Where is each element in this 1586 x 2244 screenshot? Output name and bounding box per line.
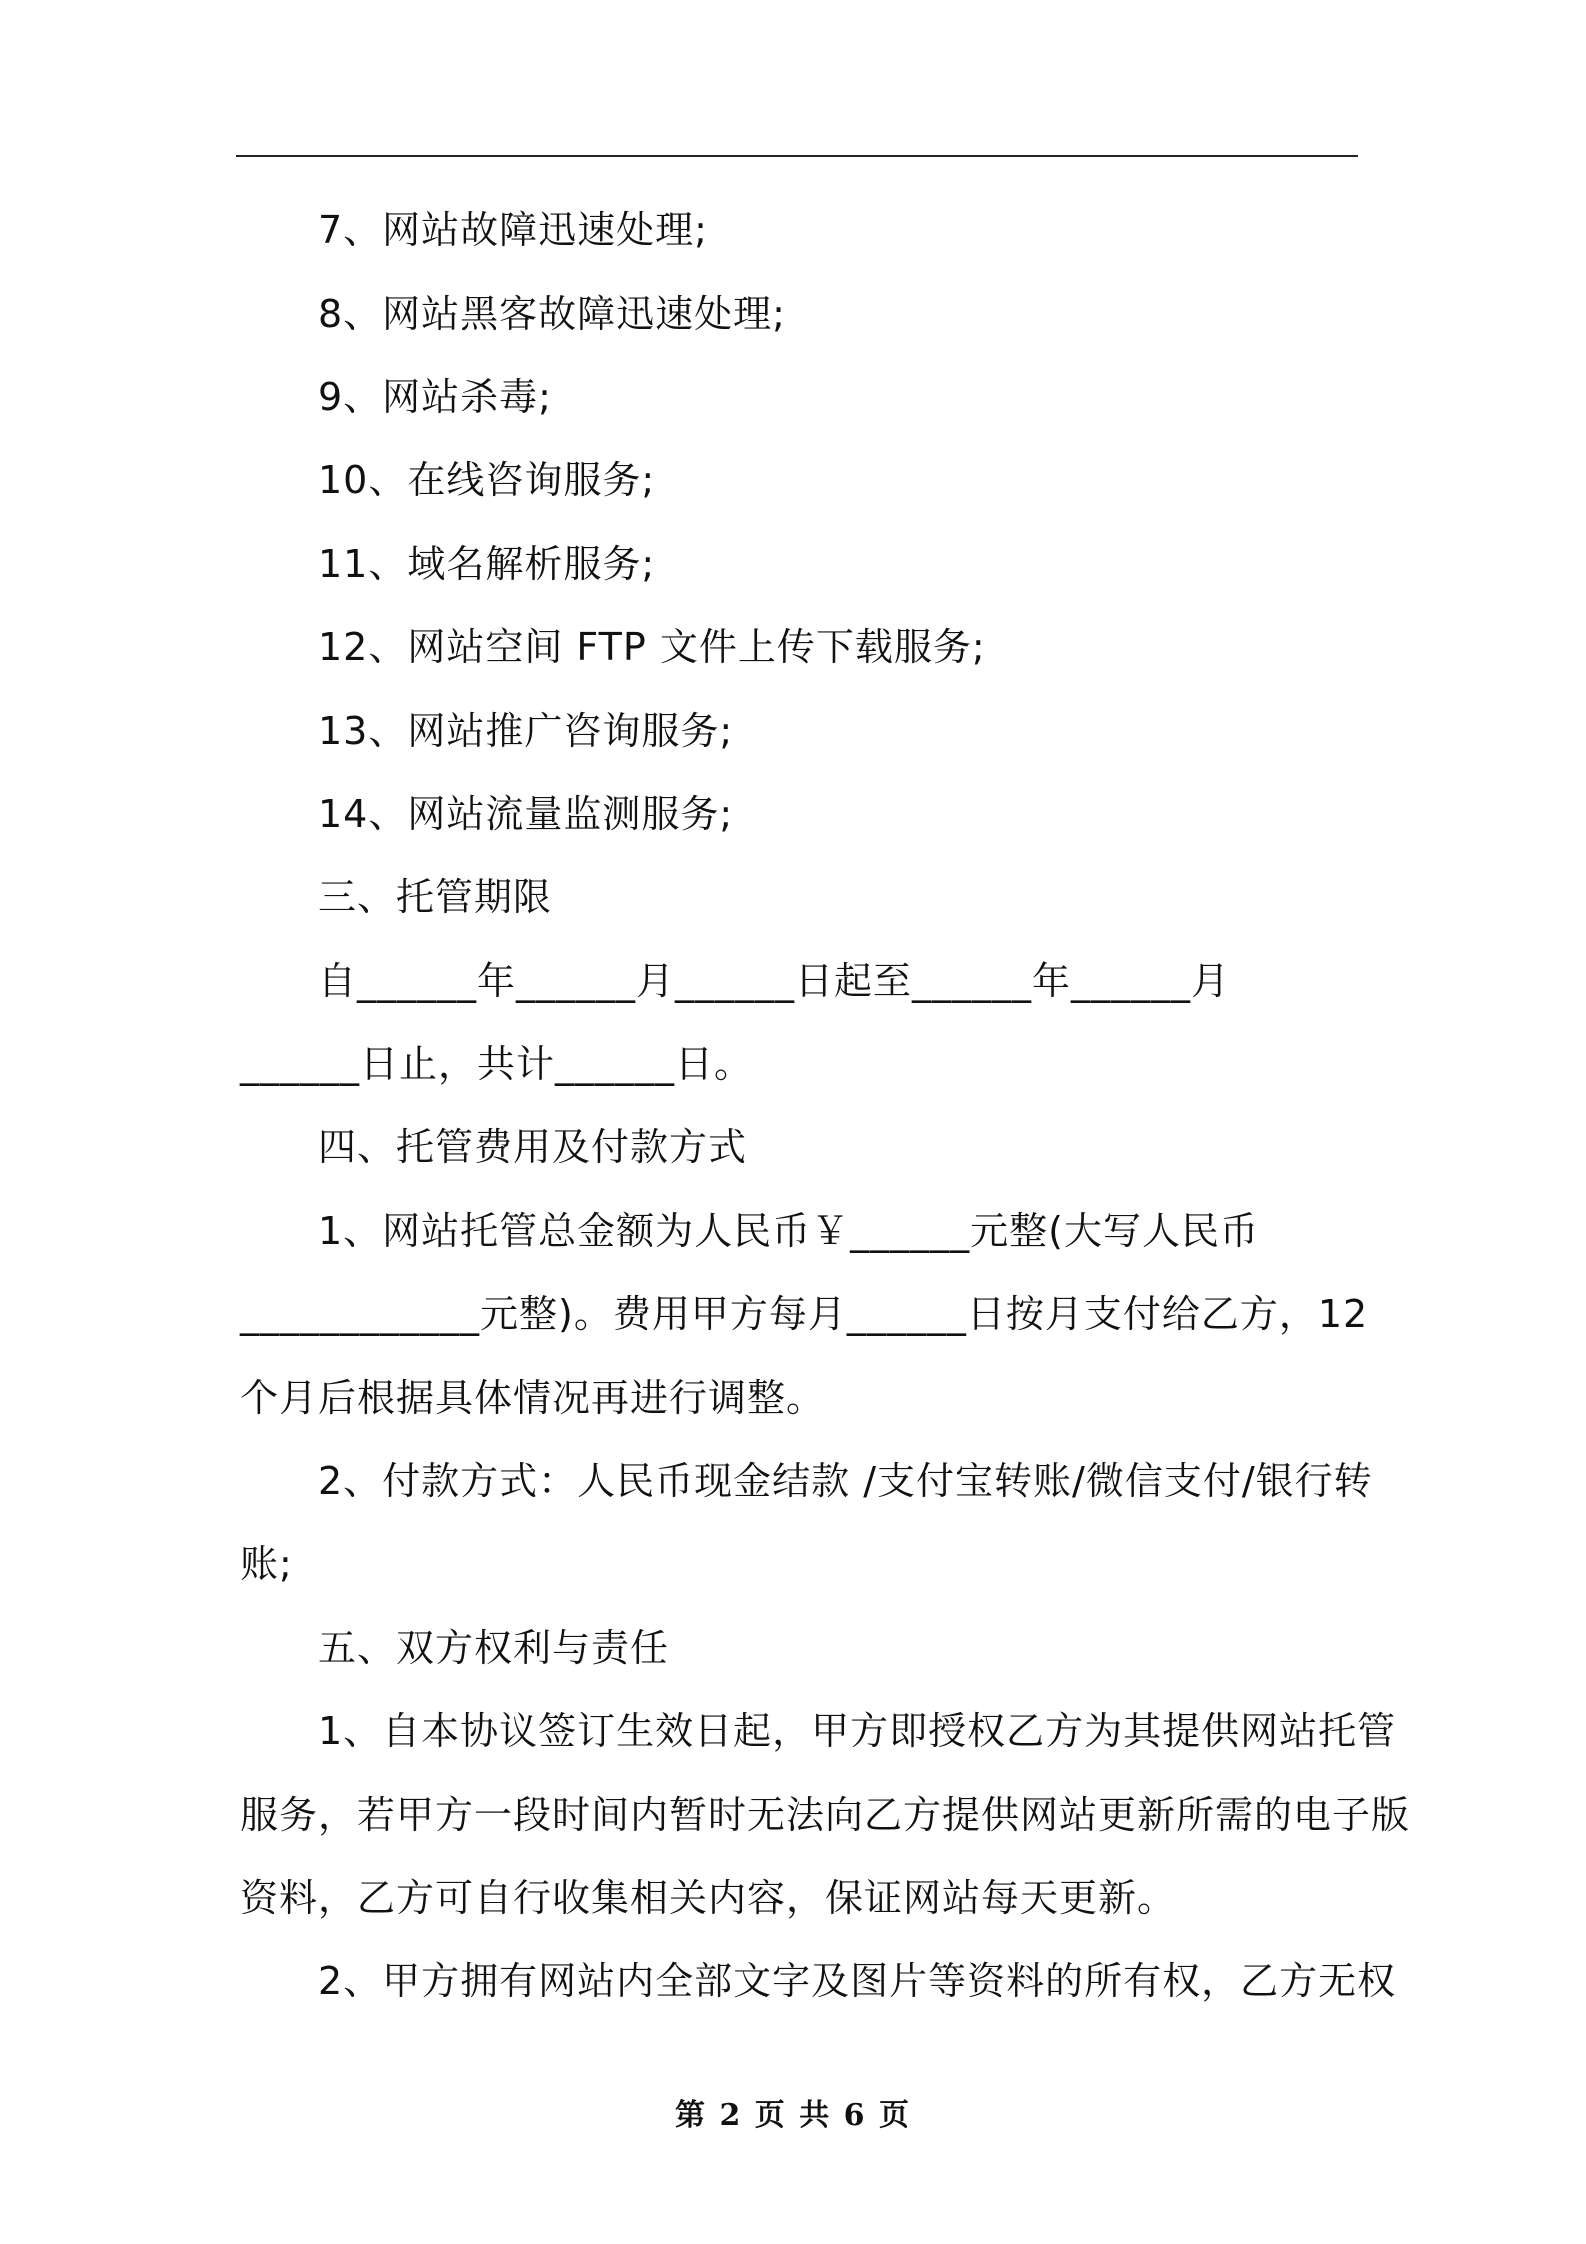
list-item-13: 13、网站推广咨询服务; [318, 709, 734, 753]
paragraph-line: 资料，乙方可自行收集相关内容，保证网站每天更新。 [240, 1876, 1177, 1920]
list-item-10: 10、在线咨询服务; [318, 458, 656, 502]
paragraph-line: 服务，若甲方一段时间内暂时无法向乙方提供网站更新所需的电子版 [240, 1793, 1411, 1837]
paragraph-line: 2、甲方拥有网站内全部文字及图片等资料的所有权，乙方无权 [318, 1959, 1397, 2003]
paragraph-line: 1、网站托管总金额为人民币￥______元整(大写人民币 [318, 1209, 1260, 1253]
section-heading-rights: 五、双方权利与责任 [318, 1626, 670, 1670]
section-heading-fees: 四、托管费用及付款方式 [318, 1125, 748, 1169]
list-item-14: 14、网站流量监测服务; [318, 792, 734, 836]
paragraph-line: 账; [240, 1542, 293, 1586]
paragraph-line: ______日止，共计______日。 [240, 1042, 754, 1086]
list-item-12: 12、网站空间 FTP 文件上传下载服务; [318, 625, 986, 669]
paragraph-line: ____________元整)。费用甲方每月______日按月支付给乙方，12 [240, 1292, 1369, 1336]
list-item-7: 7、网站故障迅速处理; [318, 208, 708, 252]
page-number-footer: 第 2 页 共 6 页 [675, 2098, 911, 2133]
paragraph-line: 自______年______月______日起至______年______月 [318, 959, 1231, 1003]
paragraph-line: 2、付款方式：人民币现金结款 /支付宝转账/微信支付/银行转 [318, 1459, 1373, 1503]
paragraph-line: 个月后根据具体情况再进行调整。 [240, 1376, 826, 1420]
list-item-11: 11、域名解析服务; [318, 542, 656, 586]
list-item-8: 8、网站黑客故障迅速处理; [318, 292, 786, 336]
section-heading-term: 三、托管期限 [318, 875, 553, 919]
paragraph-line: 1、自本协议签订生效日起，甲方即授权乙方为其提供网站托管 [318, 1709, 1397, 1753]
list-item-9: 9、网站杀毒; [318, 375, 552, 419]
header-divider [236, 155, 1358, 157]
